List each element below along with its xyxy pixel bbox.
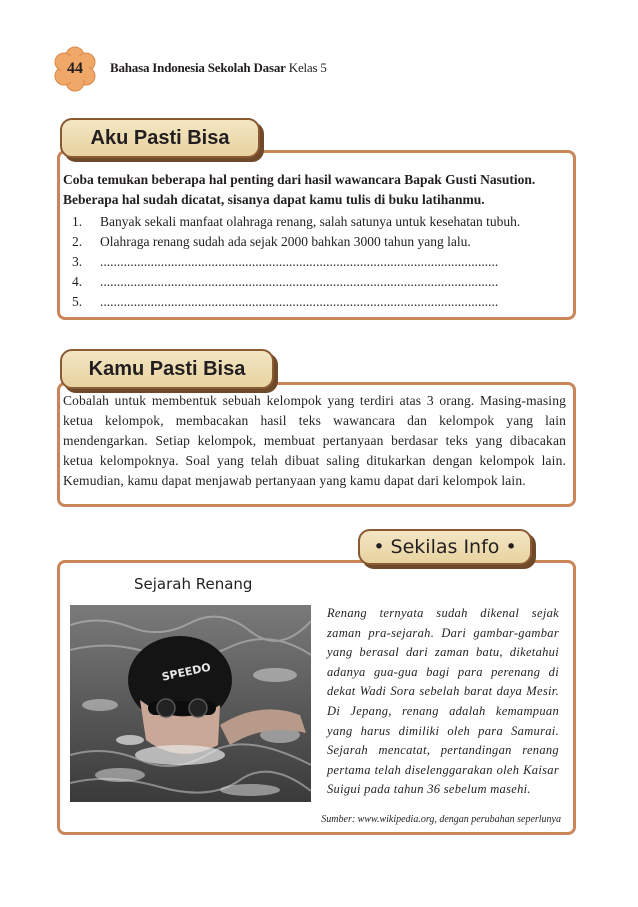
- sekilas-info-tab: • Sekilas Info •: [358, 529, 532, 565]
- list-item: [72, 232, 564, 252]
- aku-pasti-bisa-intro: Coba temukan beberapa hal penting dari hasil wawancara Bapak Gusti Nasution. Beberapa hal sudah dicatat, sisanya dapat kamu tulis di buku latihanmu.: [63, 172, 536, 207]
- list-item-text: ......................................................................................................................: [100, 274, 499, 289]
- aku-pasti-bisa-tab: Aku Pasti Bisa: [60, 118, 260, 158]
- list-item-text: Olahraga renang sudah ada sejak 2000 bahkan 3000 tahun yang lalu.: [100, 234, 471, 249]
- sejarah-renang-text: Renang ternyata sudah dikenal sejak zaman pra-sejarah. Dari gambar-gambar yang berasal dari zaman batu, diketahui adanya gua-gua bagi para perenang di dekat Wadi Sora sebelah barat daya Mesir. Di Jepang, renang adalah kemampuan yang harus dimiliki oleh para Samurai. Sejarah mencatat, pertandingan renang pertama telah diselenggarakan oleh Kaisar Suigui pada tahun 36 sebelum masehi.: [327, 606, 559, 797]
- list-item-number: 1.: [72, 214, 83, 229]
- list-item-text: ......................................................................................................................: [100, 294, 499, 309]
- cap-brand-text: SPEEDO: [160, 660, 212, 684]
- list-item: [72, 292, 564, 312]
- book-title-grade: Kelas 5: [285, 60, 327, 75]
- list-item-number: 5.: [72, 294, 83, 309]
- page-number: 44: [67, 60, 83, 77]
- kamu-pasti-bisa-text: Cobalah untuk membentuk sebuah kelompok yang terdiri atas 3 orang. Masing-masing ketua kelompok, membacakan hasil teks wawancara dan kelompok yang lain mendengarkan. Setiap kelompok, membuat pertanyaan berdasar teks yang dibacakan ketua kelompoknya. Soal yang telah dibuat saling ditukarkan dengan kelompok lain. Kemudian, kamu dapat menjawab pertanyaan yang kamu dapat dari kelompok lain.: [63, 393, 566, 488]
- aku-pasti-bisa-list: [72, 212, 564, 312]
- kamu-pasti-bisa-tab: Kamu Pasti Bisa: [60, 349, 274, 389]
- list-item: [72, 212, 564, 232]
- list-item-number: 4.: [72, 274, 83, 289]
- list-item-text: ......................................................................................................................: [100, 254, 499, 269]
- list-item-number: 3.: [72, 254, 83, 269]
- book-title: [110, 60, 327, 76]
- swimmer-photo-icon: [70, 605, 311, 802]
- sejarah-renang-title: Sejarah Renang: [134, 575, 253, 593]
- list-item-number: 2.: [72, 234, 83, 249]
- book-title-bold: Bahasa Indonesia Sekolah Dasar: [110, 60, 286, 75]
- list-item: [72, 252, 564, 272]
- list-item: [72, 272, 564, 292]
- list-item-text: Banyak sekali manfaat olahraga renang, salah satunya untuk kesehatan tubuh.: [100, 214, 521, 229]
- source-citation: Sumber: www.wikipedia.org, dengan perubahan seperlunya: [321, 814, 561, 825]
